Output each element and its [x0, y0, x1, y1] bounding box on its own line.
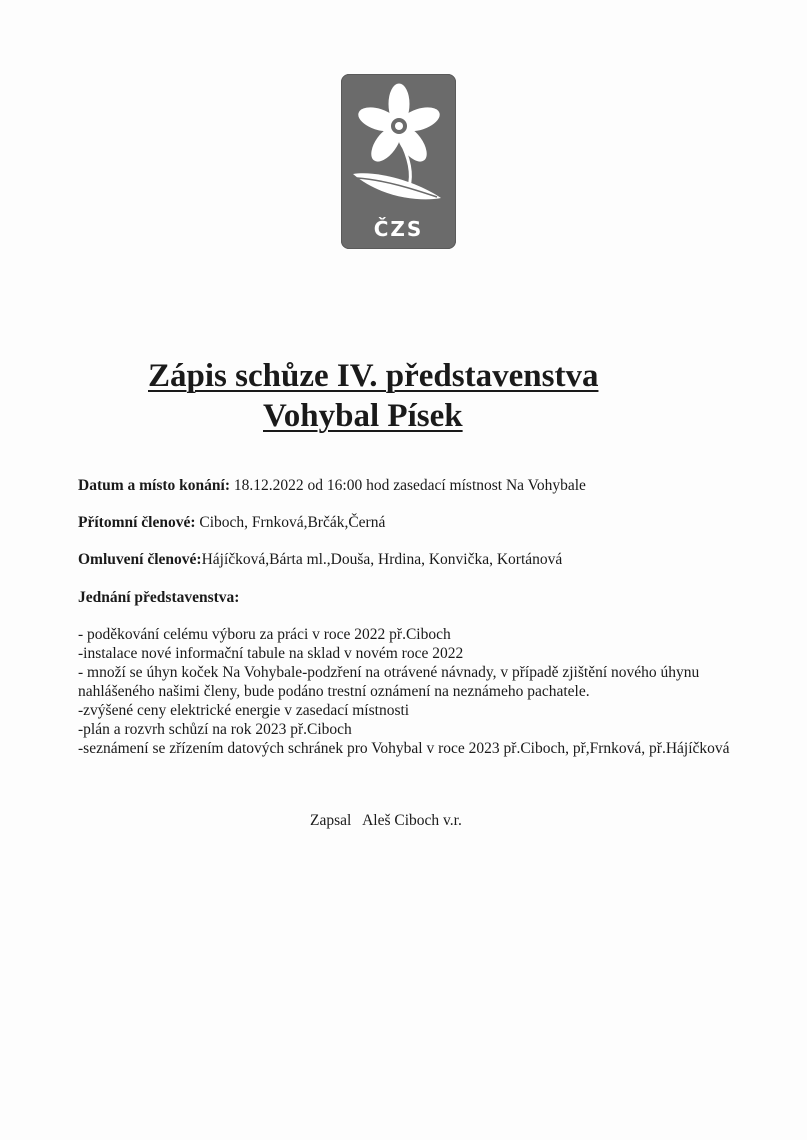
- excused-members-field: [78, 550, 562, 570]
- document-title-line-2: Vohybal Písek: [263, 398, 463, 434]
- present-members-value: Ciboch, Frnková,Brčák,Černá: [199, 514, 386, 531]
- agenda-item: - množí se úhyn koček Na Vohybale-podzření na otrávené návnady, v případě zjištění nového úhynu nahlášeného našimi členy, bude podáno trestní oznámení na neznámeho pachatele.: [78, 664, 700, 700]
- excused-members-value: Hájíčková,Bárta ml.,Douša, Hrdina, Konvička, Kortánová: [201, 551, 563, 568]
- excused-members-label: Omluvení členové:: [78, 551, 202, 568]
- present-members-label: Přítomní členové:: [78, 514, 196, 531]
- logo-text: ČZS: [373, 217, 424, 241]
- signature-line: Zapsal Aleš Ciboch v.r.: [310, 812, 462, 829]
- czs-logo: [341, 74, 456, 249]
- date-place-field: [78, 476, 586, 496]
- document-title-line-1: Zápis schůze IV. představenstva: [148, 358, 599, 394]
- agenda-heading: Jednání představenstva:: [78, 589, 240, 606]
- agenda-item: -zvýšené ceny elektrické energie v zasedací místnosti: [78, 702, 410, 719]
- agenda-item: - poděkování celému výboru za práci v roce 2022 př.Ciboch: [78, 626, 451, 643]
- present-members-field: [78, 513, 385, 533]
- agenda-item: -instalace nové informační tabule na sklad v novém roce 2022: [78, 645, 464, 662]
- agenda-item: -plán a rozvrh schůzí na rok 2023 př.Ciboch: [78, 721, 352, 738]
- date-place-value: 18.12.2022 od 16:00 hod zasedací místnost Na Vohybale: [233, 477, 586, 494]
- date-place-label: Datum a místo konání:: [78, 477, 231, 494]
- agenda-list: [78, 625, 778, 758]
- agenda-item: -seznámení se zřízením datových schránek pro Vohybal v roce 2023 př.Ciboch, př,Frnková, př.Hájíčková: [78, 740, 730, 757]
- flower-icon: [341, 74, 456, 249]
